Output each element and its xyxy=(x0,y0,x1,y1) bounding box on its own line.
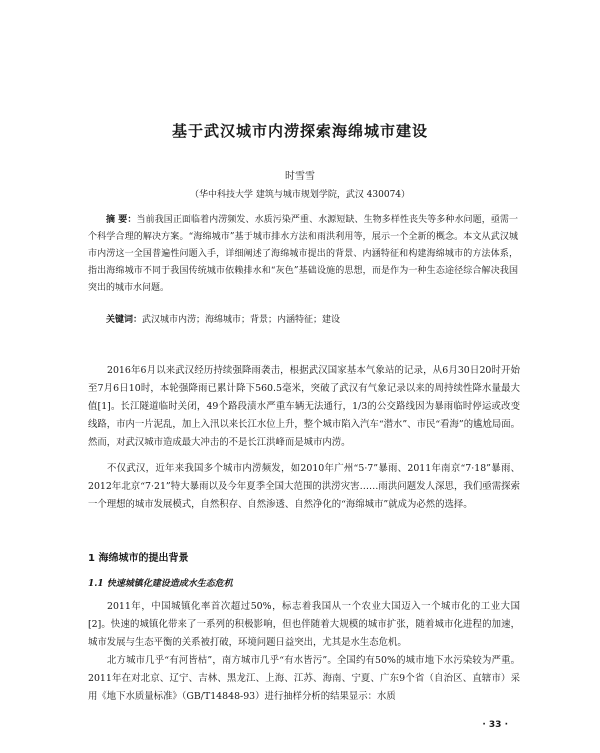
keywords-label: 关键词： xyxy=(106,315,143,325)
abstract xyxy=(88,212,518,297)
body-paragraph-2: 不仅武汉，近年来我国多个城市内涝频发，如2010年广州“5·7”暴雨、2011年南京“7·18”暴雨、2012年北京“7·21”特大暴雨以及今年夏季全国大范围的洪涝灾害……雨洪问题发人深思，我们亟需探索一个理想的城市发展模式，自然积存、自然渗透、自然净化的“海绵城市”就成为必然的选择。 xyxy=(88,463,520,510)
body-paragraph-3: 2011年，中国城镇化率首次超过50%，标志着我国从一个农业大国迈入一个城市化的工业大国[2]。快速的城镇化带来了一系列的积极影响，但也伴随着大规模的城市扩张，随着城市化进程的加速，城市发展与生态平衡的关系被打破，环境问题日益突出，尤其是水生态危机。 xyxy=(88,601,520,648)
keywords-text: 武汉城市内涝；海绵城市；背景；内涵特征；建设 xyxy=(142,315,341,325)
article-title: 基于武汉城市内涝探索海绵城市建设 xyxy=(171,122,428,140)
body-paragraph-4: 北方城市几乎“有河皆枯”，南方城市几乎“有水皆污”。全国约有50%的城市地下水污染较为严重。2011年在对北京、辽宁、吉林、黑龙江、上海、江苏、海南、宁夏、广东9个省（自治区、直辖市）采用《地下水质量标准》（GB/T14848-93）进行抽样分析的结果显示：水质 xyxy=(88,655,520,702)
page-number: · 33 · xyxy=(482,720,508,730)
section-heading: 1 海绵城市的提出背景 xyxy=(88,553,189,564)
author-affiliation: （华中科技大学 建筑与城市规划学院，武汉 430074） xyxy=(189,190,411,200)
subsection-heading: 1.1 快速城镇化建设造成水生态危机 xyxy=(88,579,233,589)
author-name: 时雪雪 xyxy=(285,171,315,182)
abstract-text: 当前我国正面临着内涝频发、水质污染严重、水源短缺、生物多样性丧失等多种水问题，亟需一个科学合理的解决方案。“海绵城市”基于城市排水方法和雨洪利用等，展示一个全新的概念。本文从武汉城市内涝这一全国普遍性问题入手，详细阐述了海绵城市提出的背景、内涵特征和构建海绵城市的方法体系，指出海绵城市不同于我国传统城市依赖排水和“灰色”基础设施的思想，而是作为一种生态途径综合解决我国突出的城市水问题。 xyxy=(88,215,518,293)
body-paragraph-1: 2016年6月以来武汉经历持续强降雨袭击，根据武汉国家基本气象站的记录，从6月30日20时开始至7月6日10时，本轮强降雨已累计降下560.5毫米，突破了武汉有气象记录以来的周持续性降水量最大值[1]。长江隧道临时关闭，49个路段渍水严重车辆无法通行，1/3的公交路线因为暴雨临时停运或改变线路，市内一片泥乱，加上入汛以来长江水位上升，整个城市陷入汽车“潜水”、市民“看海”的尴尬局面。然而，对武汉城市造成最大冲击的不是长江洪峰而是城市内涝。 xyxy=(88,365,520,448)
keywords xyxy=(106,312,518,329)
abstract-label: 摘 要： xyxy=(106,215,137,225)
